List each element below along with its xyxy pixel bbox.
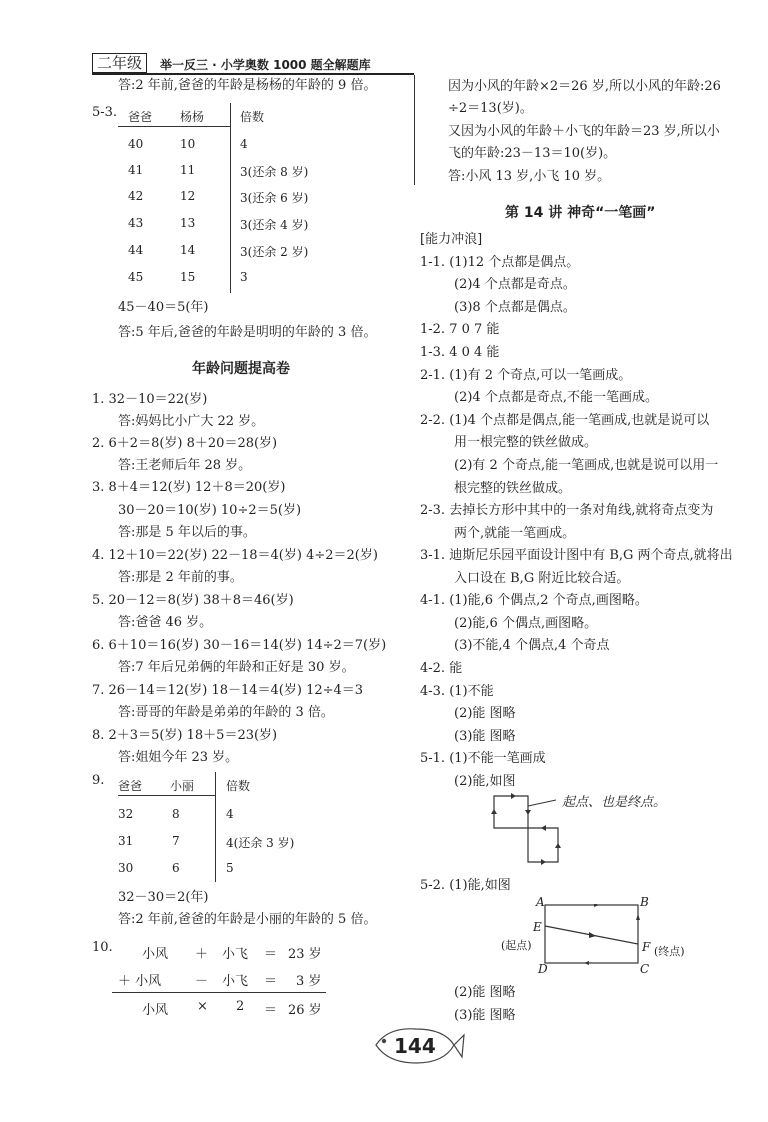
eq-result: 3 岁 <box>296 974 322 989</box>
question-number: 9. <box>92 773 105 788</box>
answer-line: 又因为小风的年龄＋小飞的年龄＝23 岁,所以小 <box>448 124 720 139</box>
answer-line: 答:那是 2 年前的事。 <box>118 570 243 585</box>
answer-text: 答:2 年前,爸爸的年龄是小丽的年龄的 5 倍。 <box>118 912 377 927</box>
answer-line: 答:王老师后年 28 岁。 <box>118 458 252 473</box>
table-header-cell: 爸爸 <box>118 779 143 793</box>
pointer-line <box>528 796 558 810</box>
table-header-cell: 小丽 <box>170 779 195 793</box>
table-header-cell: 倍数 <box>226 779 251 793</box>
table-cell: 44 <box>128 243 144 257</box>
table-cell: 13 <box>180 216 196 230</box>
answer-line: 1-3. 4 0 4 能 <box>420 345 500 360</box>
table-header-rule <box>118 126 230 127</box>
answer-line: 飞的年龄:23－13＝10(岁)。 <box>448 146 617 161</box>
table-cell: 4(还余 3 岁) <box>226 836 295 850</box>
answer-line: 答:小风 13 岁,小飞 10 岁。 <box>448 169 611 184</box>
eq-term: ＋ 小风 <box>118 974 162 989</box>
answer-line: 5-2. (1)能,如图 <box>420 878 511 893</box>
grade-label: 二年级 <box>92 53 147 73</box>
table-cell: 3(还余 8 岁) <box>240 165 309 179</box>
table-cell: 4 <box>226 807 234 821</box>
eq-term: 小飞 <box>222 947 249 962</box>
eq-result: 26 岁 <box>288 1003 322 1018</box>
answer-line: 两个,就能一笔画成。 <box>454 526 576 541</box>
table-cell: 4 <box>240 137 248 151</box>
table-cell: 3(还余 6 岁) <box>240 191 309 205</box>
answer-line: 入口设在 B,G 附近比较合适。 <box>454 571 630 586</box>
answer-line: 4-3. (1)不能 <box>420 684 494 699</box>
table-cell: 43 <box>128 216 144 230</box>
answer-line: (2)能,6 个偶点,画图略。 <box>454 616 598 631</box>
table-header-cell: 倍数 <box>240 110 265 124</box>
answer-line: 2-3. 去掉长方形中其中的一条对角线,就将奇点变为 <box>420 503 714 518</box>
eq-op: ＝ <box>264 947 278 962</box>
table-cell: 12 <box>180 189 196 203</box>
table-cell: 6 <box>172 861 180 875</box>
answer-line: (3)能 图略 <box>454 1008 516 1023</box>
point-label: F <box>642 940 651 954</box>
answer-line: 2-2. (1)4 个点都是偶点,能一笔画成,也就是说可以 <box>420 413 710 428</box>
figure-note: 起点、也是终点。 <box>562 795 667 810</box>
answer-line: 7. 26－14＝12(岁) 18－14＝4(岁) 12÷4＝3 <box>92 683 364 698</box>
answer-line: (2)能 图略 <box>454 706 516 721</box>
table-cell: 15 <box>180 270 196 284</box>
table-cell: 10 <box>180 137 196 151</box>
table-cell: 42 <box>128 189 144 203</box>
answer-line: ÷2＝13(岁)。 <box>448 101 533 116</box>
answer-line: 5. 20－12＝8(岁) 38＋8＝46(岁) <box>92 593 294 608</box>
page-number: 144 <box>394 1034 436 1058</box>
calc-line: 32－30＝2(年) <box>118 890 209 905</box>
question-number: 5-3. <box>92 105 118 120</box>
series-title: 举一反三 · 小学奥数 1000 题全解题库 <box>160 58 371 72</box>
answer-line: 用一根完整的铁丝做成。 <box>454 435 598 450</box>
eq-op: － <box>195 974 209 989</box>
point-label: E <box>533 920 542 934</box>
table-cell: 40 <box>128 137 144 151</box>
answer-line: (3)8 个点都是偶点。 <box>454 300 576 315</box>
answer-line: 根完整的铁丝做成。 <box>454 481 572 496</box>
point-label: B <box>640 895 649 909</box>
header-rule <box>92 73 414 75</box>
start-label: (起点) <box>501 939 532 952</box>
answer-line: 2. 6＋2＝8(岁) 8＋20＝28(岁) <box>92 436 278 451</box>
answer-line: 3-1. 迪斯尼乐园平面设计图中有 B,G 两个奇点,就将出 <box>420 548 733 563</box>
answer-line: 1. 32－10＝22(岁) <box>92 392 208 407</box>
table-cell: 3(还余 4 岁) <box>240 218 309 232</box>
table-cell: 11 <box>180 163 196 177</box>
table-divider <box>230 103 231 293</box>
eq-term: 小风 <box>142 947 169 962</box>
table-cell: 30 <box>118 861 134 875</box>
answer-text: 答:5 年后,爸爸的年龄是明明的年龄的 3 倍。 <box>118 325 377 340</box>
answer-line: 6. 6＋10＝16(岁) 30－16＝14(岁) 14÷2＝7(岁) <box>92 638 387 653</box>
answer-line: 3. 8＋4＝12(岁) 12＋8＝20(岁) <box>92 480 286 495</box>
answer-line: (2)能,如图 <box>454 774 516 789</box>
table-cell: 45 <box>128 270 144 284</box>
answer-line: (2)4 个点都是奇点。 <box>454 277 576 292</box>
table-cell: 14 <box>180 243 196 257</box>
answer-line: (2)有 2 个奇点,能一笔画成,也就是说可以用一 <box>454 458 719 473</box>
column-divider <box>414 75 415 185</box>
table-header-cell: 杨杨 <box>180 110 205 124</box>
section-title: 年龄问题提高卷 <box>192 361 290 377</box>
eq-term: 小风 <box>142 1003 169 1018</box>
question-number: 10. <box>92 940 113 955</box>
answer-line: 8. 2＋3＝5(岁) 18＋5＝23(岁) <box>92 728 278 743</box>
table-divider <box>215 772 216 882</box>
calc-line: 45－40＝5(年) <box>118 300 209 315</box>
answer-line: 1-1. (1)12 个点都是偶点。 <box>420 255 580 270</box>
section-tag: [能力冲浪] <box>420 232 483 247</box>
answer-line: 5-1. (1)不能一笔画成 <box>420 751 546 766</box>
table-cell: 41 <box>128 163 144 177</box>
answer-line: 答:那是 5 年以后的事。 <box>118 525 256 540</box>
table-header-cell: 爸爸 <box>128 110 153 124</box>
answer-line: 答:哥哥的年龄是弟弟的年龄的 3 倍。 <box>118 705 334 720</box>
answer-line: 4-1. (1)能,6 个偶点,2 个奇点,画图略。 <box>420 593 648 608</box>
table-cell: 3 <box>240 270 248 284</box>
rectangle-diagram <box>544 904 640 966</box>
answer-line: 因为小风的年龄×2＝26 岁,所以小风的年龄:26 <box>448 79 721 94</box>
answer-line: 答:7 年后兄弟俩的年龄和正好是 30 岁。 <box>118 660 355 675</box>
table-cell: 7 <box>172 834 180 848</box>
answer-line: 2-1. (1)有 2 个奇点,可以一笔画成。 <box>420 368 632 383</box>
answer-text: 答:2 年前,爸爸的年龄是杨杨的年龄的 9 倍。 <box>118 78 377 93</box>
eq-op: ＝ <box>264 1003 278 1018</box>
table-cell: 3(还余 2 岁) <box>240 245 309 259</box>
eq-op: × <box>197 999 208 1014</box>
chapter-title: 第 14 讲 神奇“一笔画” <box>505 205 656 221</box>
point-label: A <box>536 895 545 909</box>
eq-term: 小飞 <box>222 974 249 989</box>
end-label: (终点) <box>654 945 685 958</box>
table-cell: 32 <box>118 807 134 821</box>
eq-result: 23 岁 <box>288 947 322 962</box>
table-header-rule <box>118 795 215 796</box>
answer-line: 30－20＝10(岁) 10÷2＝5(岁) <box>118 503 302 518</box>
eq-op: ＝ <box>264 974 278 989</box>
answer-line: 1-2. 7 0 7 能 <box>420 322 500 337</box>
answer-line: 4-2. 能 <box>420 661 463 676</box>
answer-line: (3)不能,4 个偶点,4 个奇点 <box>454 638 610 653</box>
answer-line: (2)能 图略 <box>454 985 516 1000</box>
point-label: D <box>538 962 548 976</box>
answer-line: 4. 12＋10＝22(岁) 22－18＝4(岁) 4÷2＝2(岁) <box>92 548 378 563</box>
answer-line: (3)能 图略 <box>454 729 516 744</box>
table-cell: 5 <box>226 861 234 875</box>
sum-rule <box>112 992 326 993</box>
table-cell: 31 <box>118 834 134 848</box>
eq-op: ＋ <box>195 947 209 962</box>
answer-line: 答:爸爸 46 岁。 <box>118 615 213 630</box>
table-cell: 8 <box>172 807 180 821</box>
answer-line: (2)4 个点都是奇点,不能一笔画成。 <box>454 390 658 405</box>
answer-line: 答:妈妈比小广大 22 岁。 <box>118 414 265 429</box>
eq-term: 2 <box>236 999 245 1014</box>
answer-line: 答:姐姐今年 23 岁。 <box>118 750 239 765</box>
point-label: C <box>640 962 650 976</box>
